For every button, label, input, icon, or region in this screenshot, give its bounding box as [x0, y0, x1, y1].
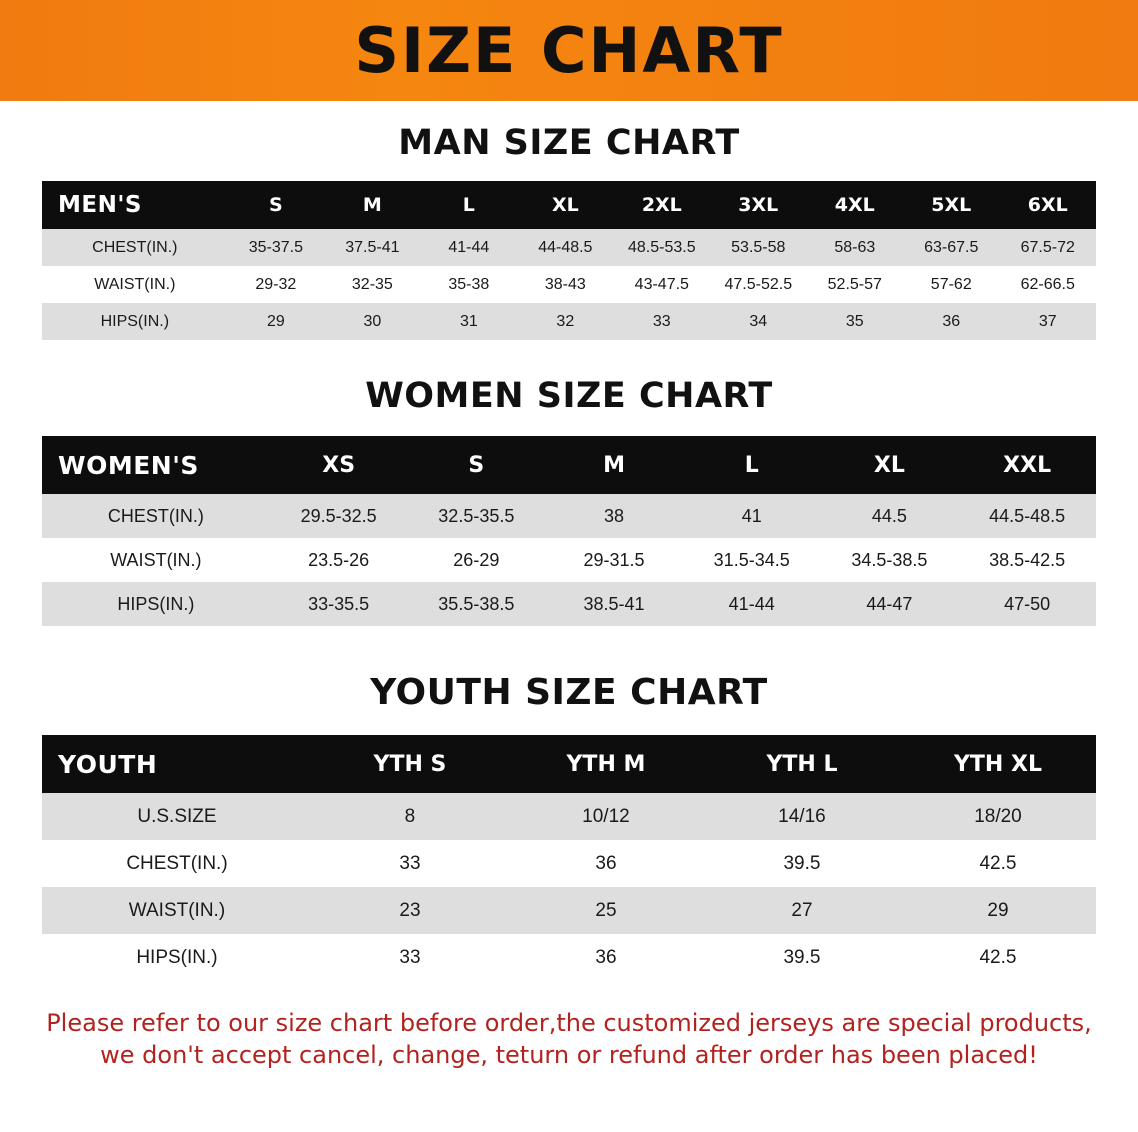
men-column-header: 3XL [710, 181, 806, 229]
table-header-row [42, 181, 1096, 229]
men-cell: 67.5-72 [1000, 229, 1097, 266]
men-cell: 31 [421, 303, 517, 340]
youth-cell: 36 [508, 840, 704, 887]
men-cell: 35-37.5 [228, 229, 324, 266]
youth-cell: 25 [508, 887, 704, 934]
table-header-row [42, 735, 1096, 793]
men-column-header: XL [517, 181, 613, 229]
men-column-header: 4XL [807, 181, 903, 229]
men-cell: 37 [1000, 303, 1097, 340]
men-column-header: 6XL [1000, 181, 1097, 229]
women-cell: 35.5-38.5 [407, 582, 545, 626]
men-cell: 48.5-53.5 [614, 229, 710, 266]
men-cell: 38-43 [517, 266, 613, 303]
size-chart-banner [0, 0, 1138, 101]
women-section-heading: WOMEN SIZE CHART [365, 376, 773, 416]
men-row-label: HIPS(IN.) [42, 303, 228, 340]
women-cell: 44-47 [821, 582, 959, 626]
youth-column-header: YTH XL [900, 735, 1096, 793]
men-column-header: S [228, 181, 324, 229]
youth-cell: 39.5 [704, 840, 900, 887]
men-cell: 32-35 [324, 266, 420, 303]
women-cell: 38.5-41 [545, 582, 683, 626]
men-cell: 47.5-52.5 [710, 266, 806, 303]
women-column-header: XS [270, 436, 408, 494]
men-column-header: L [421, 181, 517, 229]
women-table-body [42, 494, 1096, 626]
women-column-header: L [683, 436, 821, 494]
women-cell: 26-29 [407, 538, 545, 582]
men-cell: 62-66.5 [1000, 266, 1097, 303]
man-section-heading: MAN SIZE CHART [398, 123, 740, 163]
men-cell: 37.5-41 [324, 229, 420, 266]
women-cell: 34.5-38.5 [821, 538, 959, 582]
youth-cell: 14/16 [704, 793, 900, 840]
women-cell: 38 [545, 494, 683, 538]
women-cell: 33-35.5 [270, 582, 408, 626]
women-cell: 29-31.5 [545, 538, 683, 582]
youth-row-label: HIPS(IN.) [42, 934, 312, 981]
man-table-body [42, 229, 1096, 340]
youth-column-header: YTH L [704, 735, 900, 793]
men-cell: 32 [517, 303, 613, 340]
women-size-table-wrapper [42, 436, 1096, 626]
women-column-header: XL [821, 436, 959, 494]
women-row-label: CHEST(IN.) [42, 494, 270, 538]
youth-cell: 39.5 [704, 934, 900, 981]
youth-table-body [42, 793, 1096, 981]
women-row-label: WAIST(IN.) [42, 538, 270, 582]
women-cell: 23.5-26 [270, 538, 408, 582]
men-cell: 29 [228, 303, 324, 340]
youth-cell: 8 [312, 793, 508, 840]
men-row-label-header: MEN'S [42, 181, 228, 229]
women-cell: 44.5-48.5 [958, 494, 1096, 538]
women-table-header [42, 436, 1096, 494]
table-row [42, 229, 1096, 266]
youth-cell: 33 [312, 840, 508, 887]
men-cell: 52.5-57 [807, 266, 903, 303]
youth-cell: 29 [900, 887, 1096, 934]
table-row [42, 793, 1096, 840]
women-cell: 31.5-34.5 [683, 538, 821, 582]
women-row-label: HIPS(IN.) [42, 582, 270, 626]
man-table-header [42, 181, 1096, 229]
women-size-table [42, 436, 1096, 626]
women-cell: 38.5-42.5 [958, 538, 1096, 582]
youth-cell: 42.5 [900, 934, 1096, 981]
table-row [42, 582, 1096, 626]
youth-row-label: U.S.SIZE [42, 793, 312, 840]
youth-row-label-header: YOUTH [42, 735, 312, 793]
youth-size-table [42, 735, 1096, 981]
men-column-header: 2XL [614, 181, 710, 229]
youth-cell: 33 [312, 934, 508, 981]
table-row [42, 840, 1096, 887]
youth-row-label: CHEST(IN.) [42, 840, 312, 887]
table-row [42, 303, 1096, 340]
men-cell: 34 [710, 303, 806, 340]
men-cell: 43-47.5 [614, 266, 710, 303]
man-size-table-wrapper [42, 181, 1096, 340]
men-row-label: WAIST(IN.) [42, 266, 228, 303]
men-column-header: 5XL [903, 181, 999, 229]
men-cell: 63-67.5 [903, 229, 999, 266]
men-cell: 30 [324, 303, 420, 340]
youth-size-table-wrapper [42, 735, 1096, 981]
youth-cell: 23 [312, 887, 508, 934]
youth-column-header: YTH S [312, 735, 508, 793]
women-cell: 47-50 [958, 582, 1096, 626]
men-cell: 53.5-58 [710, 229, 806, 266]
men-cell: 58-63 [807, 229, 903, 266]
women-cell: 44.5 [821, 494, 959, 538]
men-cell: 57-62 [903, 266, 999, 303]
women-cell: 41 [683, 494, 821, 538]
table-header-row [42, 436, 1096, 494]
women-column-header: M [545, 436, 683, 494]
note-line-2: we don't accept cancel, change, teturn or refund after order has been placed! [100, 1041, 1038, 1070]
men-row-label: CHEST(IN.) [42, 229, 228, 266]
women-cell: 32.5-35.5 [407, 494, 545, 538]
men-cell: 36 [903, 303, 999, 340]
women-column-header: S [407, 436, 545, 494]
youth-row-label: WAIST(IN.) [42, 887, 312, 934]
men-cell: 44-48.5 [517, 229, 613, 266]
men-cell: 35 [807, 303, 903, 340]
youth-column-header: YTH M [508, 735, 704, 793]
table-row [42, 494, 1096, 538]
table-row [42, 266, 1096, 303]
youth-cell: 36 [508, 934, 704, 981]
youth-cell: 27 [704, 887, 900, 934]
women-cell: 41-44 [683, 582, 821, 626]
women-cell: 29.5-32.5 [270, 494, 408, 538]
youth-cell: 42.5 [900, 840, 1096, 887]
page-title: SIZE CHART [354, 13, 784, 87]
man-size-table [42, 181, 1096, 340]
youth-table-header [42, 735, 1096, 793]
note-line-1: Please refer to our size chart before order,the customized jerseys are special products, [46, 1009, 1092, 1037]
men-column-header: M [324, 181, 420, 229]
youth-cell: 18/20 [900, 793, 1096, 840]
women-row-label-header: WOMEN'S [42, 436, 270, 494]
table-row [42, 538, 1096, 582]
youth-section-heading: YOUTH SIZE CHART [370, 672, 768, 713]
women-column-header: XXL [958, 436, 1096, 494]
order-policy-note [40, 1007, 1098, 1072]
youth-cell: 10/12 [508, 793, 704, 840]
men-cell: 29-32 [228, 266, 324, 303]
table-row [42, 887, 1096, 934]
table-row [42, 934, 1096, 981]
men-cell: 35-38 [421, 266, 517, 303]
men-cell: 41-44 [421, 229, 517, 266]
men-cell: 33 [614, 303, 710, 340]
